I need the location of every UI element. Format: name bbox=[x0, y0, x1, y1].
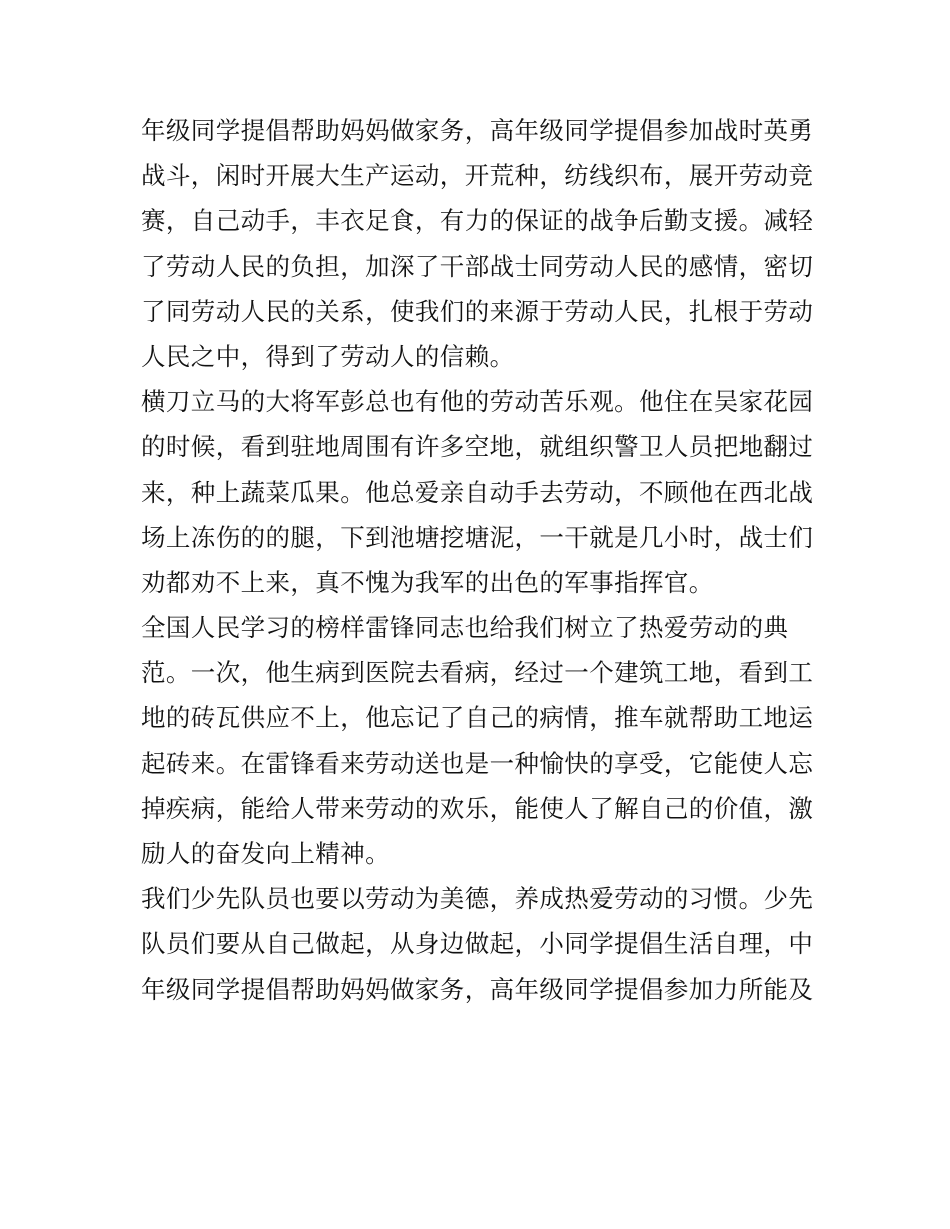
text-line: 励人的奋发向上精神。 bbox=[141, 839, 390, 868]
text-line: 年级同学提倡帮助妈妈做家务，高年级同学提倡参加力所能及 bbox=[141, 974, 814, 1004]
text-line: 赛，自己动手，丰衣足食，有力的保证的战争后勤支援。减轻 bbox=[141, 206, 814, 236]
text-line: 来，种上蔬菜瓜果。他总爱亲自动手去劳动，不顾他在西北战 bbox=[141, 477, 814, 507]
text-line: 地的砖瓦供应不上，他忘记了自己的病情，推车就帮助工地运 bbox=[141, 703, 814, 733]
text-line: 掉疾病，能给人带来劳动的欢乐，能使人了解自己的价值，激 bbox=[141, 793, 814, 823]
text-line: 队员们要从自己做起，从身边做起，小同学提倡生活自理，中 bbox=[141, 929, 814, 959]
text-line: 了劳动人民的负担，加深了干部战士同劳动人民的感情，密切 bbox=[141, 251, 814, 281]
text-line: 战斗，闲时开展大生产运动，开荒种，纺线织布，展开劳动竞 bbox=[141, 161, 814, 191]
text-line: 了同劳动人民的关系，使我们的来源于劳动人民，扎根于劳动 bbox=[141, 296, 814, 326]
text-line: 横刀立马的大将军彭总也有他的劳动苦乐观。他住在吴家花园 bbox=[141, 387, 814, 417]
text-line: 起砖来。在雷锋看来劳动送也是一种愉快的享受，它能使人忘 bbox=[141, 748, 814, 778]
text-line: 场上冻伤的的腿，下到池塘挖塘泥，一干就是几小时，战士们 bbox=[141, 522, 814, 552]
text-line: 的时候，看到驻地周围有许多空地，就组织警卫人员把地翻过 bbox=[141, 432, 814, 462]
text-line: 我们少先队员也要以劳动为美德，养成热爱劳动的习惯。少先 bbox=[141, 884, 814, 914]
text-line: 劝都劝不上来，真不愧为我军的出色的军事指挥官。 bbox=[141, 567, 714, 597]
text-line: 年级同学提倡帮助妈妈做家务，高年级同学提倡参加战时英勇 bbox=[141, 116, 814, 145]
body-text bbox=[141, 108, 831, 1012]
text-line: 全国人民学习的榜样雷锋同志也给我们树立了热爱劳动的典 bbox=[141, 613, 789, 643]
text-line: 范。一次，他生病到医院去看病，经过一个建筑工地，看到工 bbox=[141, 658, 814, 688]
text-line: 人民之中，得到了劳动人的信赖。 bbox=[141, 341, 515, 371]
